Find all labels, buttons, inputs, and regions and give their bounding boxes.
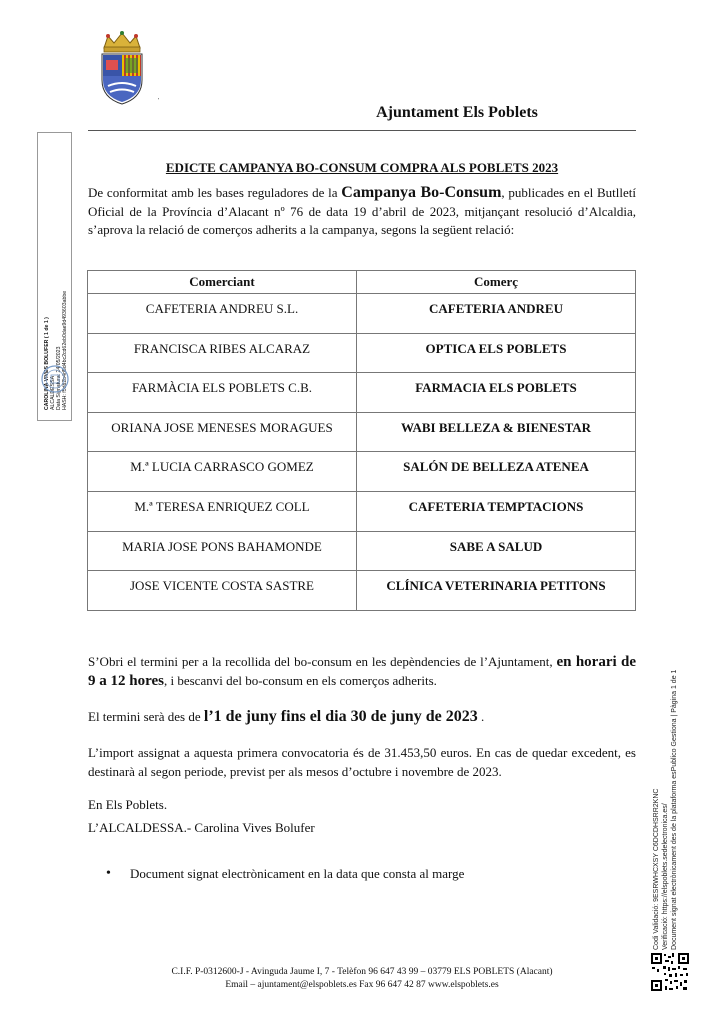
merchant-cell: FARMÀCIA ELS POBLETS C.B. (88, 373, 357, 413)
merchant-cell: FRANCISCA RIBES ALCARAZ (88, 333, 357, 373)
shop-cell: OPTICA ELS POBLETS (357, 333, 636, 373)
amount-paragraph: L’import assignat a aquesta primera convocatoria és de 31.453,50 euros. En cas de quedar excedent, es destinarà al segon periode, previst per als mesos d’octubre i novembre de 2023. (88, 745, 636, 779)
column-header-shop: Comerç (357, 271, 636, 294)
table-row (88, 571, 636, 611)
signed-note: Document signat electrònicament en la data que consta al marge (130, 866, 465, 881)
signature-date: Data Signatura: 24/05/2023 (56, 346, 62, 410)
signature-hash: HASH: f5d82b4d5d4bc2cd62eb0dae9d493603abbe (62, 290, 68, 410)
table-row (88, 452, 636, 492)
merchant-cell: MARIA JOSE PONS BAHAMONDE (88, 531, 357, 571)
merchant-cell: M.ª TERESA ENRIQUEZ COLL (88, 491, 357, 531)
coat-of-arms-logo (94, 30, 150, 106)
campaign-name: Campanya Bo-Consum (341, 184, 502, 201)
table-row (88, 491, 636, 531)
column-header-merchant: Comerciant (88, 271, 357, 294)
shop-cell: CAFETERIA TEMPTACIONS (357, 491, 636, 531)
table-row (88, 412, 636, 452)
place-line: En Els Poblets. (88, 797, 168, 812)
qr-code-icon (650, 952, 690, 992)
shop-cell: WABI BELLEZA & BIENESTAR (357, 412, 636, 452)
page-title: Ajuntament Els Poblets (376, 104, 538, 121)
verification-url[interactable]: Verificació: https://elspoblets.sedelectronica.es/ (662, 803, 669, 950)
merchants-table (87, 270, 636, 611)
verification-info (652, 640, 679, 950)
verification-code: Codi Validació: 9ESRWHCXSY C6DCDHSRR2KNC (653, 788, 660, 950)
header-mark: ' (158, 98, 160, 104)
footer-address: C.I.F. P-0312600-J - Avinguda Jaume I, 7 - Telèfon 96 647 43 99 – 03779 ELS POBLETS (Alacant) (171, 967, 553, 977)
signer-role: ALCALDESSA (50, 375, 56, 410)
edict-title: EDICTE CAMPANYA BO-CONSUM COMPRA ALS POBLETS 2023 (165, 160, 559, 175)
header-divider (88, 130, 636, 131)
shop-cell: SABE A SALUD (357, 531, 636, 571)
table-row (88, 531, 636, 571)
collection-paragraph: S’Obri el termini per a la recollida del bo-consum en les depèndencies de l’Ajuntament, en horari de 9 a 12 hores, i bescanvi del bo-consum en els comerços adherits. (88, 654, 637, 689)
merchant-cell: JOSE VICENTE COSTA SASTRE (88, 571, 357, 611)
table-row (88, 373, 636, 413)
bullet-icon: • (106, 866, 111, 881)
verification-note: Document signat electrònicament des de la plataforma esPublico Gestiona | Pàgina 1 de 1 (671, 669, 678, 950)
merchant-cell: CAFETERIA ANDREU S.L. (88, 294, 357, 334)
shop-cell: FARMACIA ELS POBLETS (357, 373, 636, 413)
period-dates: l’1 de juny fins el dia 30 de juny de 2023 (203, 708, 478, 725)
collection-hours: en horari de 9 a 12 hores (88, 654, 637, 689)
intro-paragraph: De conformitat amb les bases reguladores de la Campanya Bo-Consum, publicades en el Butlletí Oficial de la Província d’Alacant nº 76 de data 19 d’abril de 2023, mitjançant resolució d’Alcaldia, s’aprova la relació de comerços adherits a la campanya, segons la següent relació: (88, 184, 637, 237)
period-paragraph: El termini serà des de l’1 de juny fins el dia 30 de juny de 2023 . (88, 708, 485, 725)
footer-contact: Email – ajuntament@elspoblets.es Fax 96 647 42 87 www.elspoblets.es (225, 980, 499, 990)
merchant-cell: ORIANA JOSE MENESES MORAGUES (88, 412, 357, 452)
shop-cell: SALÓN DE BELLEZA ATENEA (357, 452, 636, 492)
shop-cell: CAFETERIA ANDREU (357, 294, 636, 334)
table-header-row (88, 271, 636, 294)
merchant-cell: M.ª LUCIA CARRASCO GOMEZ (88, 452, 357, 492)
table-row (88, 333, 636, 373)
shop-cell: CLÍNICA VETERINARIA PETITONS (357, 571, 636, 611)
table-row (88, 294, 636, 334)
signer-name: CAROLINA VIVES BOLUFER ( 1 de 1 ) (44, 317, 50, 410)
seal-icon (40, 364, 70, 394)
signer-line: L’ALCALDESSA.- Carolina Vives Bolufer (88, 820, 315, 835)
